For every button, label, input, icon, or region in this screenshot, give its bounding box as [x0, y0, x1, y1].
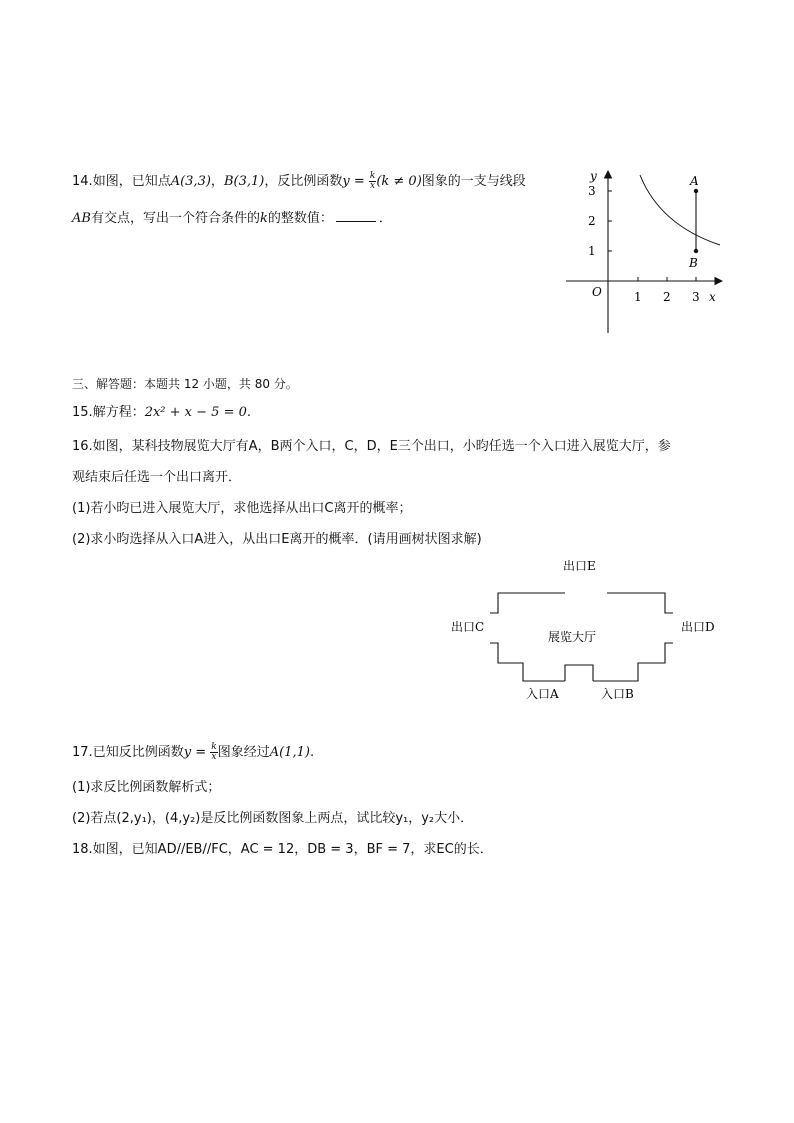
- x-axis-label: x: [709, 290, 716, 304]
- q16-line1: 16.如图，某科技物展览大厅有A，B两个入口，C，D，E三个出口，小昀任选一个入口进入展览大厅，参: [72, 439, 671, 454]
- q17-sub2: (2)若点(2,y₁)，(4,y₂)是反比例函数图象上两点，试比较y₁，y₂大小．: [72, 811, 474, 826]
- point-b-label: B: [689, 256, 698, 270]
- q14-point-b: B(3,1): [223, 174, 265, 189]
- q14-comma: ，: [210, 174, 224, 189]
- q17-text: 已知反比例函数: [92, 745, 184, 760]
- exit-e-label: 出口E: [563, 559, 596, 573]
- q17-point: A(1,1): [269, 745, 310, 760]
- y-tick-2: 2: [588, 214, 596, 228]
- q14-line1: [72, 172, 526, 191]
- x-tick-1: 1: [634, 290, 642, 304]
- q14-text-post: 图象的一支与线段: [421, 174, 526, 189]
- q17-sub1: (1)求反比例函数解析式；: [72, 780, 221, 795]
- q17-func-y: y: [183, 745, 192, 760]
- point-b: [694, 249, 698, 253]
- q15: [72, 405, 251, 421]
- q16-sub2: (2)求小昀选择从入口A进入，从出口E离开的概率．(请用画树状图求解): [72, 532, 482, 547]
- y-tick-3: 3: [588, 184, 596, 198]
- x-tick-2: 2: [663, 290, 671, 304]
- exit-d-label: 出口D: [681, 620, 715, 634]
- q14-func-cond: (k ≠ 0): [376, 174, 422, 189]
- q14-segment: AB: [72, 211, 91, 226]
- hall-diagram: [445, 555, 730, 705]
- q14-func-y: y: [342, 174, 350, 189]
- q14-k: k: [259, 211, 268, 226]
- q17-end: .: [309, 745, 315, 760]
- q14-point-a: A(3,3): [170, 174, 211, 189]
- x-tick-3: 3: [692, 290, 700, 304]
- entry-a-label: 入口A: [526, 687, 559, 701]
- q14-number: 14.: [72, 174, 93, 189]
- hall-label: 展览大厅: [548, 630, 597, 644]
- q17-number: 17.: [72, 745, 93, 760]
- hyperbola-curve: [640, 175, 720, 245]
- q15-text: 解方程：: [92, 405, 145, 420]
- q14-end: ．: [378, 211, 392, 226]
- q14-func-eq: =: [349, 174, 369, 189]
- q18: 18.如图，已知AD//EB//FC，AC = 12，DB = 3，BF = 7，求EC的长．: [72, 842, 493, 857]
- q16-sub1: (1)若小昀已进入展览大厅，求他选择从出口C离开的概率；: [72, 501, 412, 516]
- q17-text-post: 图象经过: [217, 745, 270, 760]
- q16-line2: 观结束后任选一个出口离开．: [72, 470, 242, 485]
- q15-end: .: [246, 405, 252, 420]
- q14-fraction: $\frac{k}{x}$: [369, 171, 376, 191]
- q17-func-eq: =: [191, 745, 211, 760]
- y-tick-1: 1: [588, 244, 596, 258]
- q14-graph: [560, 165, 730, 337]
- q14-text-mid: ，反比例函数: [264, 174, 343, 189]
- q15-number: 15.: [72, 405, 93, 420]
- q14-text-2: 有交点，写出一个符合条件的: [90, 211, 260, 226]
- point-a-label: A: [690, 174, 699, 188]
- q14-text-3: 的整数值：: [267, 211, 333, 226]
- exit-c-label: 出口C: [451, 620, 485, 634]
- q14-text: 如图，已知点: [92, 174, 171, 189]
- q17-fraction: $\frac{k}{x}$: [211, 742, 217, 762]
- q17-line1: [72, 743, 314, 762]
- y-axis-label: y: [590, 169, 597, 183]
- section-3-header: 三、解答题：本题共 12 小题，共 80 分。: [72, 377, 298, 391]
- point-a: [694, 189, 698, 193]
- origin-label: O: [592, 285, 602, 299]
- entry-b-label: 入口B: [601, 687, 634, 701]
- q15-equation: 2x² + x − 5 = 0: [144, 405, 247, 420]
- q14-line2: [72, 209, 392, 227]
- q14-answer-blank[interactable]: [336, 209, 376, 222]
